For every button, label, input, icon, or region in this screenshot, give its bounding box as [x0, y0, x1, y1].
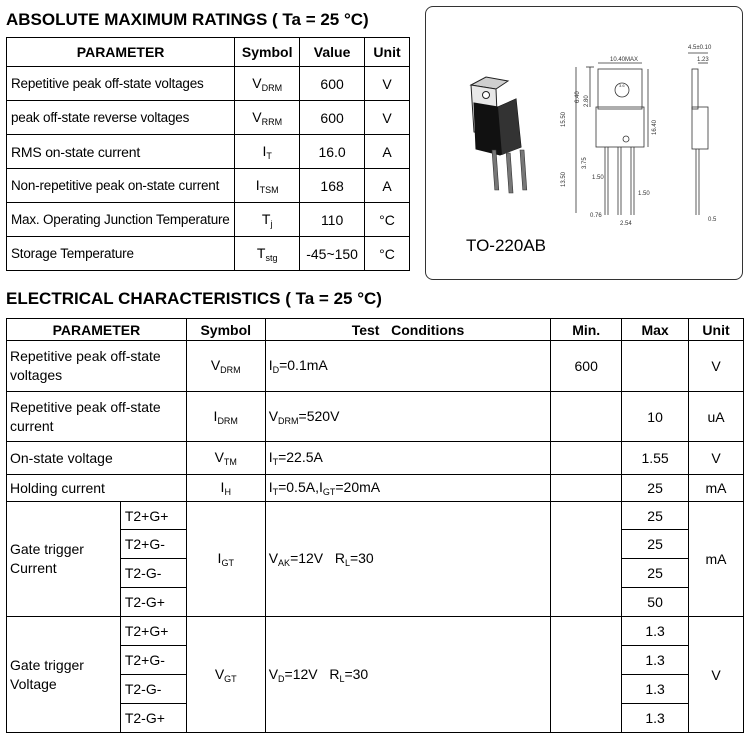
max-cell: 1.55	[622, 442, 689, 475]
unit-cell: A	[365, 135, 410, 169]
header-symbol: Symbol	[235, 38, 300, 67]
table-row	[7, 442, 744, 475]
dim-label: 6.40	[575, 91, 581, 103]
dim-label: 4.5±0.10	[688, 45, 712, 51]
symbol-cell: $T_{stg}$	[235, 237, 300, 271]
param-cell: RMS on-state current	[7, 135, 235, 169]
dim-label: 16.40	[652, 119, 658, 135]
value-cell: 168	[300, 169, 365, 203]
table-row	[7, 135, 410, 169]
quadrant-cell: T2-G+	[120, 588, 186, 617]
unit-cell: °C	[365, 237, 410, 271]
max-cell: 25	[622, 530, 689, 559]
max-cell: 50	[622, 588, 689, 617]
abs-max-title: ABSOLUTE MAXIMUM RATINGS ( Ta = 25 °C)	[6, 10, 369, 29]
max-cell: 25	[622, 502, 689, 530]
header-min: Min.	[551, 319, 622, 341]
unit-cell: uA	[689, 392, 744, 442]
symbol-cell: $I_{GT}$	[186, 502, 265, 617]
unit-cell: V	[689, 442, 744, 475]
value-cell: 600	[300, 101, 365, 135]
max-cell	[622, 341, 689, 392]
max-cell: 10	[622, 392, 689, 442]
table-header-row	[7, 319, 744, 341]
param-cell: peak off-state reverse voltages	[7, 101, 235, 135]
min-cell	[551, 442, 622, 475]
value-cell: 600	[300, 67, 365, 101]
param-cell: Storage Temperature	[7, 237, 235, 271]
table-row	[7, 237, 410, 271]
unit-cell: mA	[689, 502, 744, 617]
header-unit: Unit	[365, 38, 410, 67]
condition-cell: $I_T=0.5A,I_{GT}=20mA$	[265, 475, 551, 502]
param-cell: Repetitive peak off-state current	[7, 392, 187, 442]
dim-label: 10.40MAX	[610, 57, 639, 63]
unit-cell: mA	[689, 475, 744, 502]
table-row	[7, 502, 744, 530]
abs-max-table	[6, 37, 410, 271]
param-cell: Gate trigger Voltage	[7, 617, 121, 733]
condition-cell: $I_T=22.5A$	[265, 442, 551, 475]
header-max: Max	[622, 319, 689, 341]
dim-label: 0.76	[590, 213, 602, 219]
symbol-cell: $V_{TM}$	[186, 442, 265, 475]
symbol-cell: $I_T$	[235, 135, 300, 169]
elec-char-table	[6, 318, 744, 733]
value-cell: -45~150	[300, 237, 365, 271]
param-cell: Non-repetitive peak on-state current	[7, 169, 235, 203]
param-cell: Holding current	[7, 475, 187, 502]
symbol-cell: $V_{DRM}$	[186, 341, 265, 392]
symbol-cell: $V_{DRM}$	[235, 67, 300, 101]
min-cell	[551, 502, 622, 617]
table-row	[7, 475, 744, 502]
symbol-cell: $T_j$	[235, 203, 300, 237]
dim-label: 1.50	[638, 191, 650, 197]
table-row	[7, 67, 410, 101]
min-cell	[551, 392, 622, 442]
symbol-cell: $I_{TSM}$	[235, 169, 300, 203]
header-test-conditions: Test Conditions	[265, 319, 551, 341]
side-view-drawing	[688, 53, 708, 215]
symbol-cell: $V_{RRM}$	[235, 101, 300, 135]
quadrant-cell: T2+G+	[120, 502, 186, 530]
max-cell: 25	[622, 559, 689, 588]
symbol-cell: $I_H$	[186, 475, 265, 502]
quadrant-cell: T2-G+	[120, 704, 186, 733]
header-value: Value	[300, 38, 365, 67]
dim-label: 2.80	[584, 95, 590, 107]
table-header-row	[7, 38, 410, 67]
dim-label: 1.50	[592, 175, 604, 181]
dim-label: 2.54	[620, 221, 632, 227]
min-cell	[551, 475, 622, 502]
condition-cell: $V_{AK}=12V$ $R_L=30$	[265, 502, 551, 617]
quadrant-cell: T2-G-	[120, 559, 186, 588]
table-row	[7, 341, 744, 392]
package-3d-icon	[471, 77, 527, 193]
table-row	[7, 617, 744, 646]
quadrant-cell: T2+G+	[120, 617, 186, 646]
table-row	[7, 203, 410, 237]
dim-label: 15.50	[561, 111, 567, 127]
unit-cell: V	[365, 67, 410, 101]
max-cell: 1.3	[622, 646, 689, 675]
condition-cell: $V_{DRM}=520V$	[265, 392, 551, 442]
condition-cell: $I_D=0.1mA$	[265, 341, 551, 392]
table-row	[7, 169, 410, 203]
quadrant-cell: T2+G-	[120, 530, 186, 559]
header-unit: Unit	[689, 319, 744, 341]
dim-label: 0.5	[708, 217, 717, 223]
unit-cell: V	[689, 617, 744, 733]
param-cell: Gate trigger Current	[7, 502, 121, 617]
dim-label: 1.23	[697, 57, 709, 63]
dim-label: 3.6	[619, 83, 625, 88]
value-cell: 110	[300, 203, 365, 237]
max-cell: 1.3	[622, 675, 689, 704]
value-cell: 16.0	[300, 135, 365, 169]
max-cell: 1.3	[622, 704, 689, 733]
table-row	[7, 392, 744, 442]
elec-char-title: ELECTRICAL CHARACTERISTICS ( Ta = 25 °C)	[6, 289, 382, 308]
header-symbol: Symbol	[186, 319, 265, 341]
symbol-cell: $I_{DRM}$	[186, 392, 265, 442]
condition-cell: $V_D=12V$ $R_L=30$	[265, 617, 551, 733]
param-cell: Repetitive peak off-state voltages	[7, 341, 187, 392]
dim-label: 3.75	[582, 157, 588, 169]
min-cell	[551, 617, 622, 733]
dim-label: 13.50	[561, 171, 567, 187]
symbol-cell: $V_{GT}$	[186, 617, 265, 733]
max-cell: 1.3	[622, 617, 689, 646]
max-cell: 25	[622, 475, 689, 502]
quadrant-cell: T2-G-	[120, 675, 186, 704]
quadrant-cell: T2+G-	[120, 646, 186, 675]
unit-cell: V	[365, 101, 410, 135]
unit-cell: °C	[365, 203, 410, 237]
header-parameter: PARAMETER	[7, 38, 235, 67]
unit-cell: A	[365, 169, 410, 203]
min-cell: 600	[551, 341, 622, 392]
unit-cell: V	[689, 341, 744, 392]
param-cell: Max. Operating Junction Temperature	[7, 203, 235, 237]
table-row	[7, 101, 410, 135]
param-cell: Repetitive peak off-state voltages	[7, 67, 235, 101]
param-cell: On-state voltage	[7, 442, 187, 475]
header-parameter: PARAMETER	[7, 319, 187, 341]
package-name: TO-220AB	[466, 236, 547, 255]
